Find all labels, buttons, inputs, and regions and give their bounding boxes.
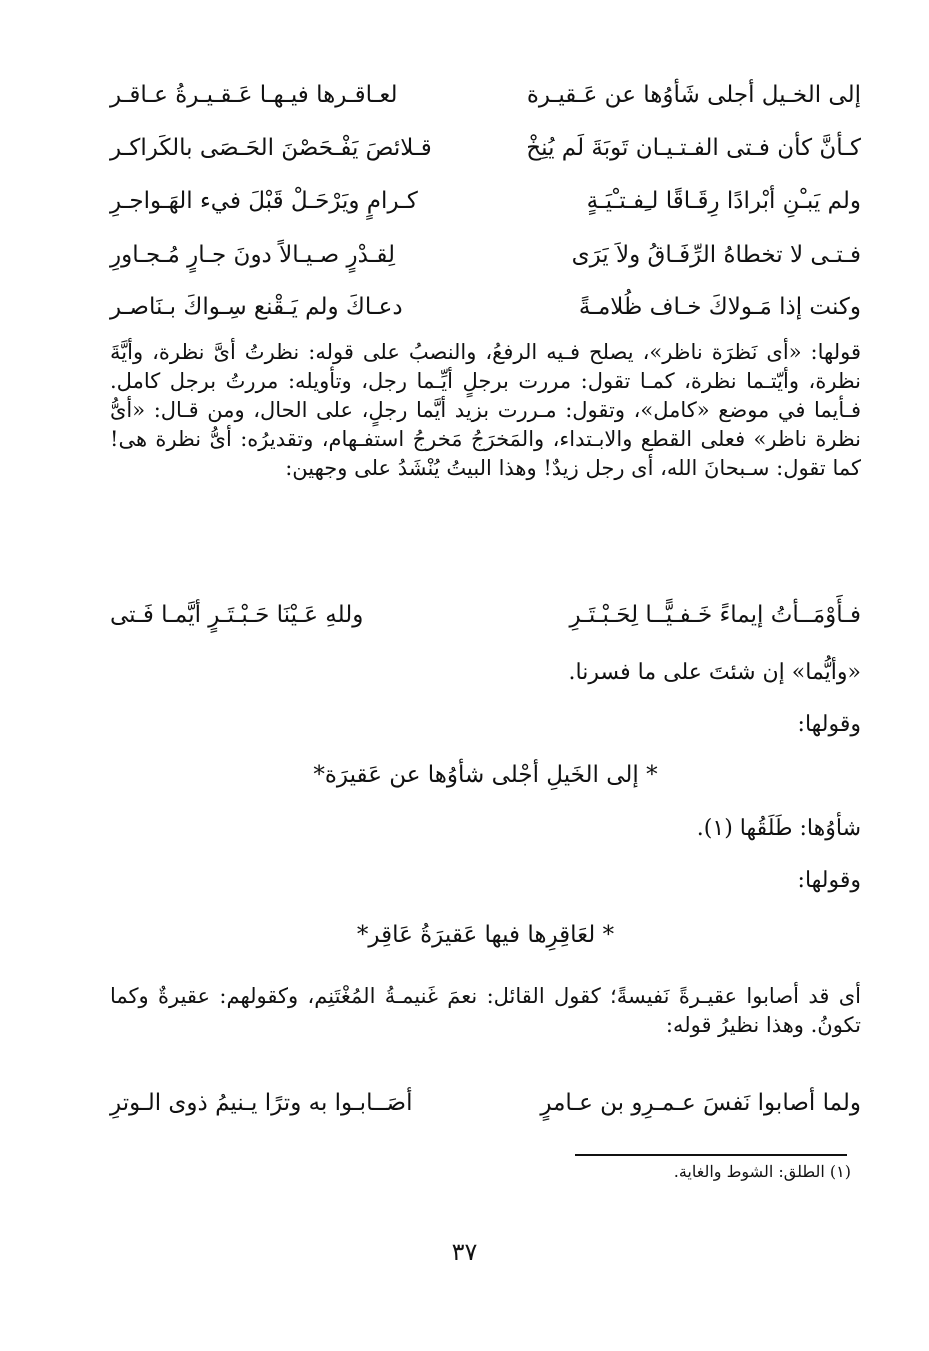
gloss-line: شأوُها: طَلَقُها (١).: [696, 816, 861, 841]
verse-first-hemistich: ولم يَبـْنِ أبْرادًا رِقَـاقًا لـِفـتـْيَـةٍ: [586, 188, 861, 214]
page-number: ٣٧: [451, 1238, 478, 1266]
verse-second-hemistich: دعـاكَ ولم يَـقْنع سِـواكَ بـنَاصـر: [110, 294, 403, 320]
footnote-rule: [575, 1154, 847, 1156]
verse-line: [110, 592, 861, 638]
quoted-hemistich: * لعَاقِرِها فيها عَقيرَةُ عَاقِر*: [356, 922, 615, 948]
verse-first-hemistich: إلى الخـيل أجلى شَأوُها عن عَـقيـرة: [526, 82, 861, 108]
label-waqawluha: وقولها:: [797, 868, 861, 893]
verse-second-hemistich: أصَــابـوا به وترًا يـنيمُ ذوى الـوترِ: [110, 1090, 413, 1116]
verse-line: [110, 232, 861, 278]
verse-line: [110, 125, 861, 171]
verse-line: [110, 1080, 861, 1126]
verse-first-hemistich: ولما أصابوا نَفسَ عـمـرِو بن عـامرٍ: [540, 1090, 861, 1116]
verse-second-hemistich: وللهِ عَـيْنَا حَـبْـتَـرٍ أيَّمـا فَـتى: [110, 602, 364, 628]
verse-second-hemistich: لعـاقـرها فيـهـا عَـقـيـرةُ عـاقـر: [110, 82, 398, 108]
verse-line: [110, 178, 861, 224]
verse-first-hemistich: فـأَوْمَــأتُ إيماءً خَـفـيًّــا لِحَـبْـتَـرِ: [569, 602, 861, 628]
commentary-paragraph: قولها: «أى نَظرَة ناظر»، يصلح فـيه الرفعُ، والنصبُ على قوله: نظرتُ أىَّ نظرة، وأيَّةَ نظرة، وأيّتـما نظرة، كمـا تقول: مررت برجلٍ أيِّـما رجل، وتأويله: مررتُ برجل كامل. فـأيما في موضع «كامل»، وتقول: مـررت بزيد أيَّما رجلٍ، على الحال، ومن قـال: «أىُّ نظرة ناظر» فعلى القطع والابـتداء، والمَخرَجُ مَخرجُ استفـهام، وتقديرُه: أىُّ نظرة هى! كما تقول: سـبحانَ الله، أى رجل زيدٌ! وهذا البيتُ يُنْشَدُ على وجهين:: [110, 340, 861, 480]
note-line: «وأيُّما» إن شئتَ على ما فسرنا.: [568, 660, 861, 685]
verse-second-hemistich: لِقـدْرٍ صـيـالاً دونَ جـارٍ مُـجـاورِ: [110, 242, 396, 268]
commentary-paragraph: أى قد أصابوا عقيـرةً نَفيسةً؛ كقول القائل: نعمَ غَنيمـةُ المُغْتَنِم، وكقولهم: عقيرةٌ وكما تكونُ. وهذا نظيرُ قوله:: [110, 984, 861, 1037]
quoted-hemistich: * إلى الخَيلِ أجْلى شأوُها عن عَقيرَة*: [313, 762, 658, 788]
verse-first-hemistich: كـأنَّ كأن فـتى الفـتـيـان تَوبَةَ لَم يُنِخْ: [526, 135, 861, 161]
footnote: (١) الطلق: الشوط والغاية.: [673, 1162, 851, 1181]
verse-first-hemistich: فـتـى لا تخطاهُ الرِّفَـاقُ ولاَ يَرَى: [571, 242, 861, 268]
verse-line: [110, 72, 861, 118]
verse-first-hemistich: وكنت إذا مَـولاكَ خـاف ظُلامـةً: [578, 294, 861, 320]
verse-second-hemistich: قـلائصَ يَفْـحَصْنَ الحَـصَى بالكَراكـر: [110, 135, 432, 161]
verse-second-hemistich: كـرامٍ ويَرْحَـلْ قَبْلَ فيء الهَـواجـرِ: [110, 188, 418, 214]
verse-line: [110, 284, 861, 330]
label-waqawluha: وقولها:: [797, 712, 861, 737]
